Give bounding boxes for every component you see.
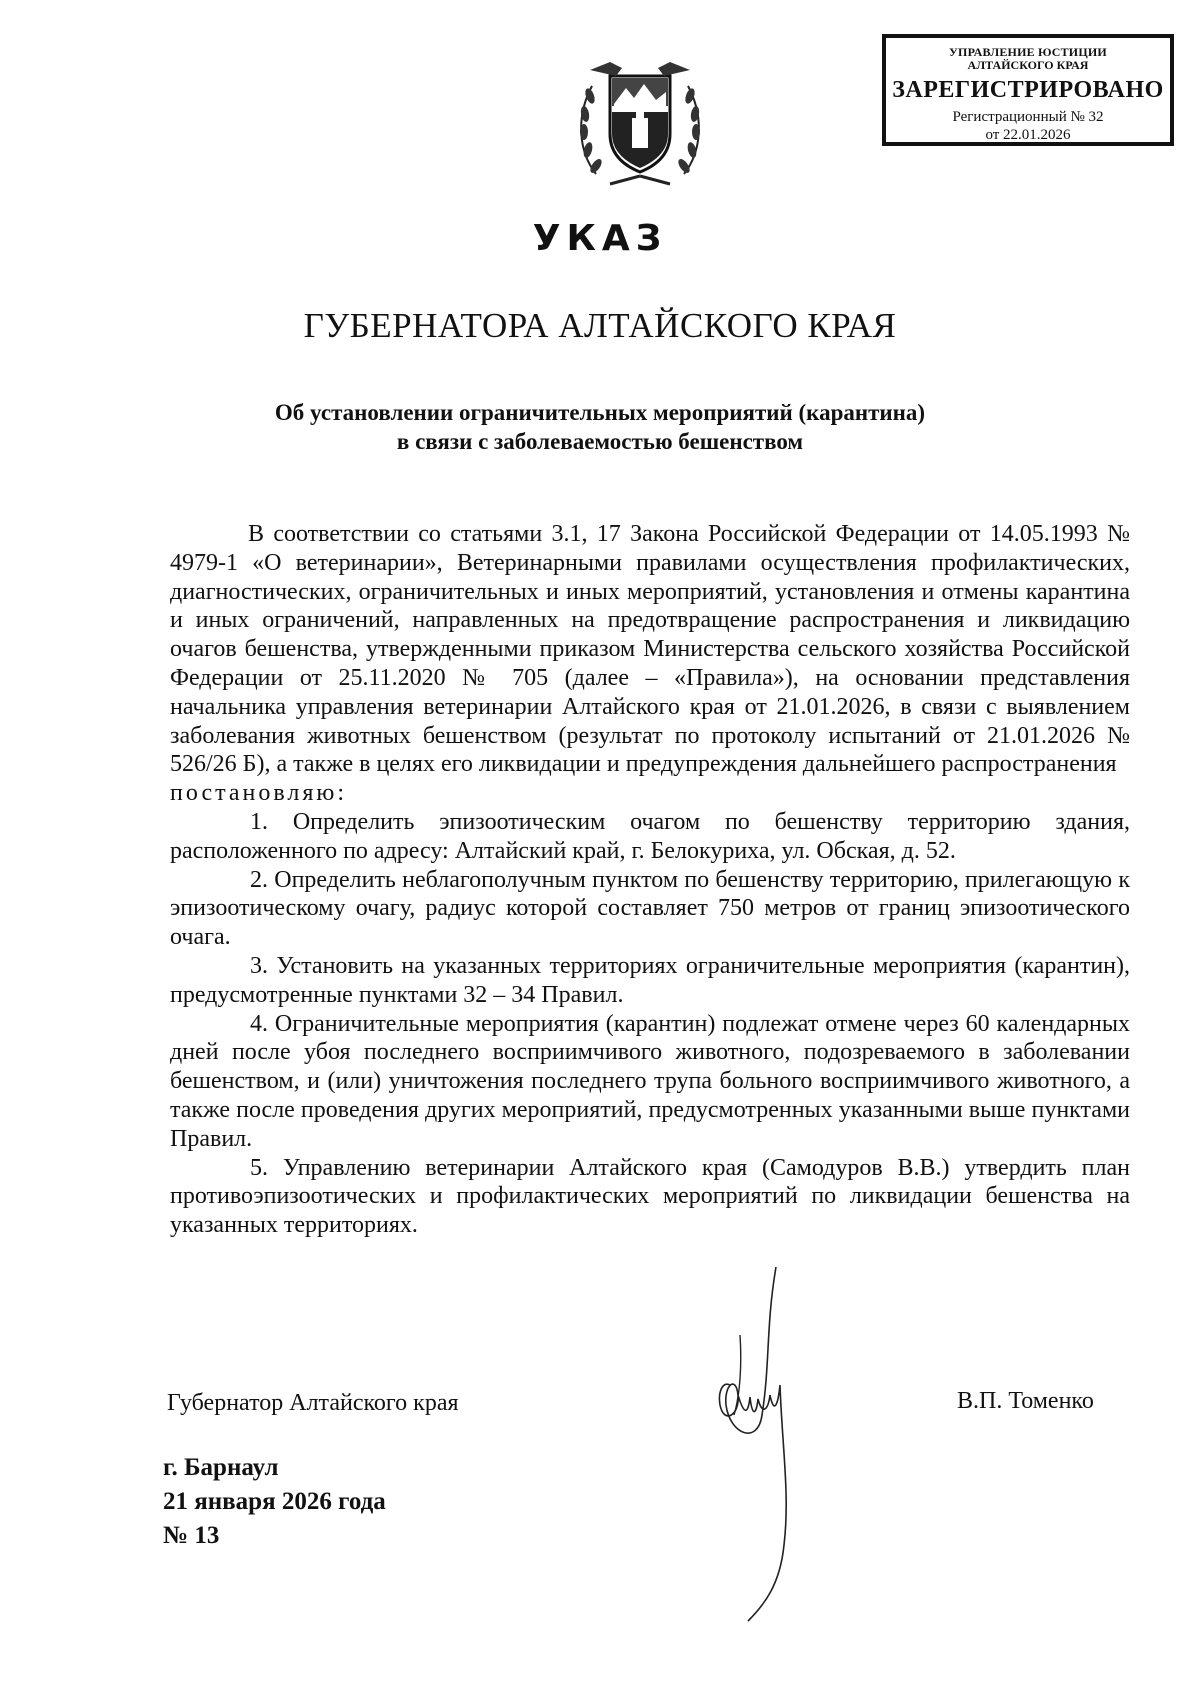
- issue-city: г. Барнаул: [163, 1454, 279, 1481]
- decree-item-5: 5. Управлению ветеринарии Алтайского края (Самодуров В.В.) утвердить план противоэпизоотических и профилактических мероприятий по ликвидации бешенства на указанных территориях.: [170, 1154, 1130, 1239]
- decree-item-4: 4. Ограничительные мероприятия (карантин) подлежат отмене через 60 календарных дней после убоя последнего восприимчивого животного, подозреваемого в заболевании бешенством, и (или) уничтожения последнего трупа больного восприимчивого животного, а также после проведения других мероприятий, предусмотренных указанными выше пунктами Правил.: [170, 1010, 1130, 1152]
- stamp-reg-date: от 22.01.2026: [985, 127, 1071, 143]
- stamp-reg-number: Регистрационный № 32: [952, 109, 1104, 125]
- issue-details: [163, 1451, 386, 1553]
- registration-stamp: [882, 34, 1174, 146]
- decree-number: № 13: [163, 1522, 220, 1549]
- decree-heading: [0, 398, 1200, 456]
- stamp-org-line2: АЛТАЙСКОГО КРАЯ: [967, 58, 1089, 72]
- decree-item-1: 1. Определить эпизоотическим очагом по бешенству территорию здания, расположенного по адресу: Алтайский край, г. Белокуриха, ул. Обская, д. 52.: [170, 808, 1130, 864]
- document-type: УКАЗ: [532, 218, 668, 259]
- coat-of-arms-icon: [570, 56, 710, 196]
- stamp-status: ЗАРЕГИСТРИРОВАНО: [892, 77, 1164, 103]
- preamble-paragraph: В соответствии со статьями 3.1, 17 Закона Российской Федерации от 14.05.1993 № 4979-1 «О ветеринарии», Ветеринарными правилами осуществления профилактических, диагностических, ограничительных и иных мероприятий, установления и отмены карантина и иных ограничений, направленных на предотвращение распространения и ликвидацию очагов бешенства, утвержденными приказом Министерства сельского хозяйства Российской Федерации от 25.11.2020 № 705 (далее – «Правила»), на основании представления начальника управления ветеринарии Алтайского края от 21.01.2026, в связи с выявлением заболевания животных бешенством (результат по протоколу испытаний от 21.01.2026 № 526/26 Б), а также в целях его ликвидации и предупреждения дальнейшего распространения: [170, 521, 1130, 778]
- stamp-org-line1: УПРАВЛЕНИЕ ЮСТИЦИИ: [949, 45, 1107, 59]
- issuer-title: ГУБЕРНАТОРА АЛТАЙСКОГО КРАЯ: [303, 306, 897, 345]
- heading-line-2: в связи с заболеваемостью бешенством: [396, 429, 804, 454]
- heading-line-1: Об установлении ограничительных мероприятий (карантина): [274, 400, 926, 425]
- handwritten-signature-icon: [700, 1265, 810, 1625]
- signatory-position: Губернатор Алтайского края: [167, 1390, 459, 1416]
- issue-date: 21 января 2026 года: [163, 1488, 386, 1515]
- decree-body: [170, 520, 1130, 1240]
- decree-word: постановляю:: [170, 780, 347, 807]
- decree-item-3: 3. Установить на указанных территориях ограничительные мероприятия (карантин), предусмотренные пунктами 32 – 34 Правил.: [170, 952, 1130, 1008]
- signatory-name: В.П. Томенко: [957, 1388, 1094, 1414]
- decree-item-2: 2. Определить неблагополучным пунктом по бешенству территорию, прилегающую к эпизоотическому очагу, радиус которой составляет 750 метров от границ эпизоотического очага.: [170, 866, 1130, 951]
